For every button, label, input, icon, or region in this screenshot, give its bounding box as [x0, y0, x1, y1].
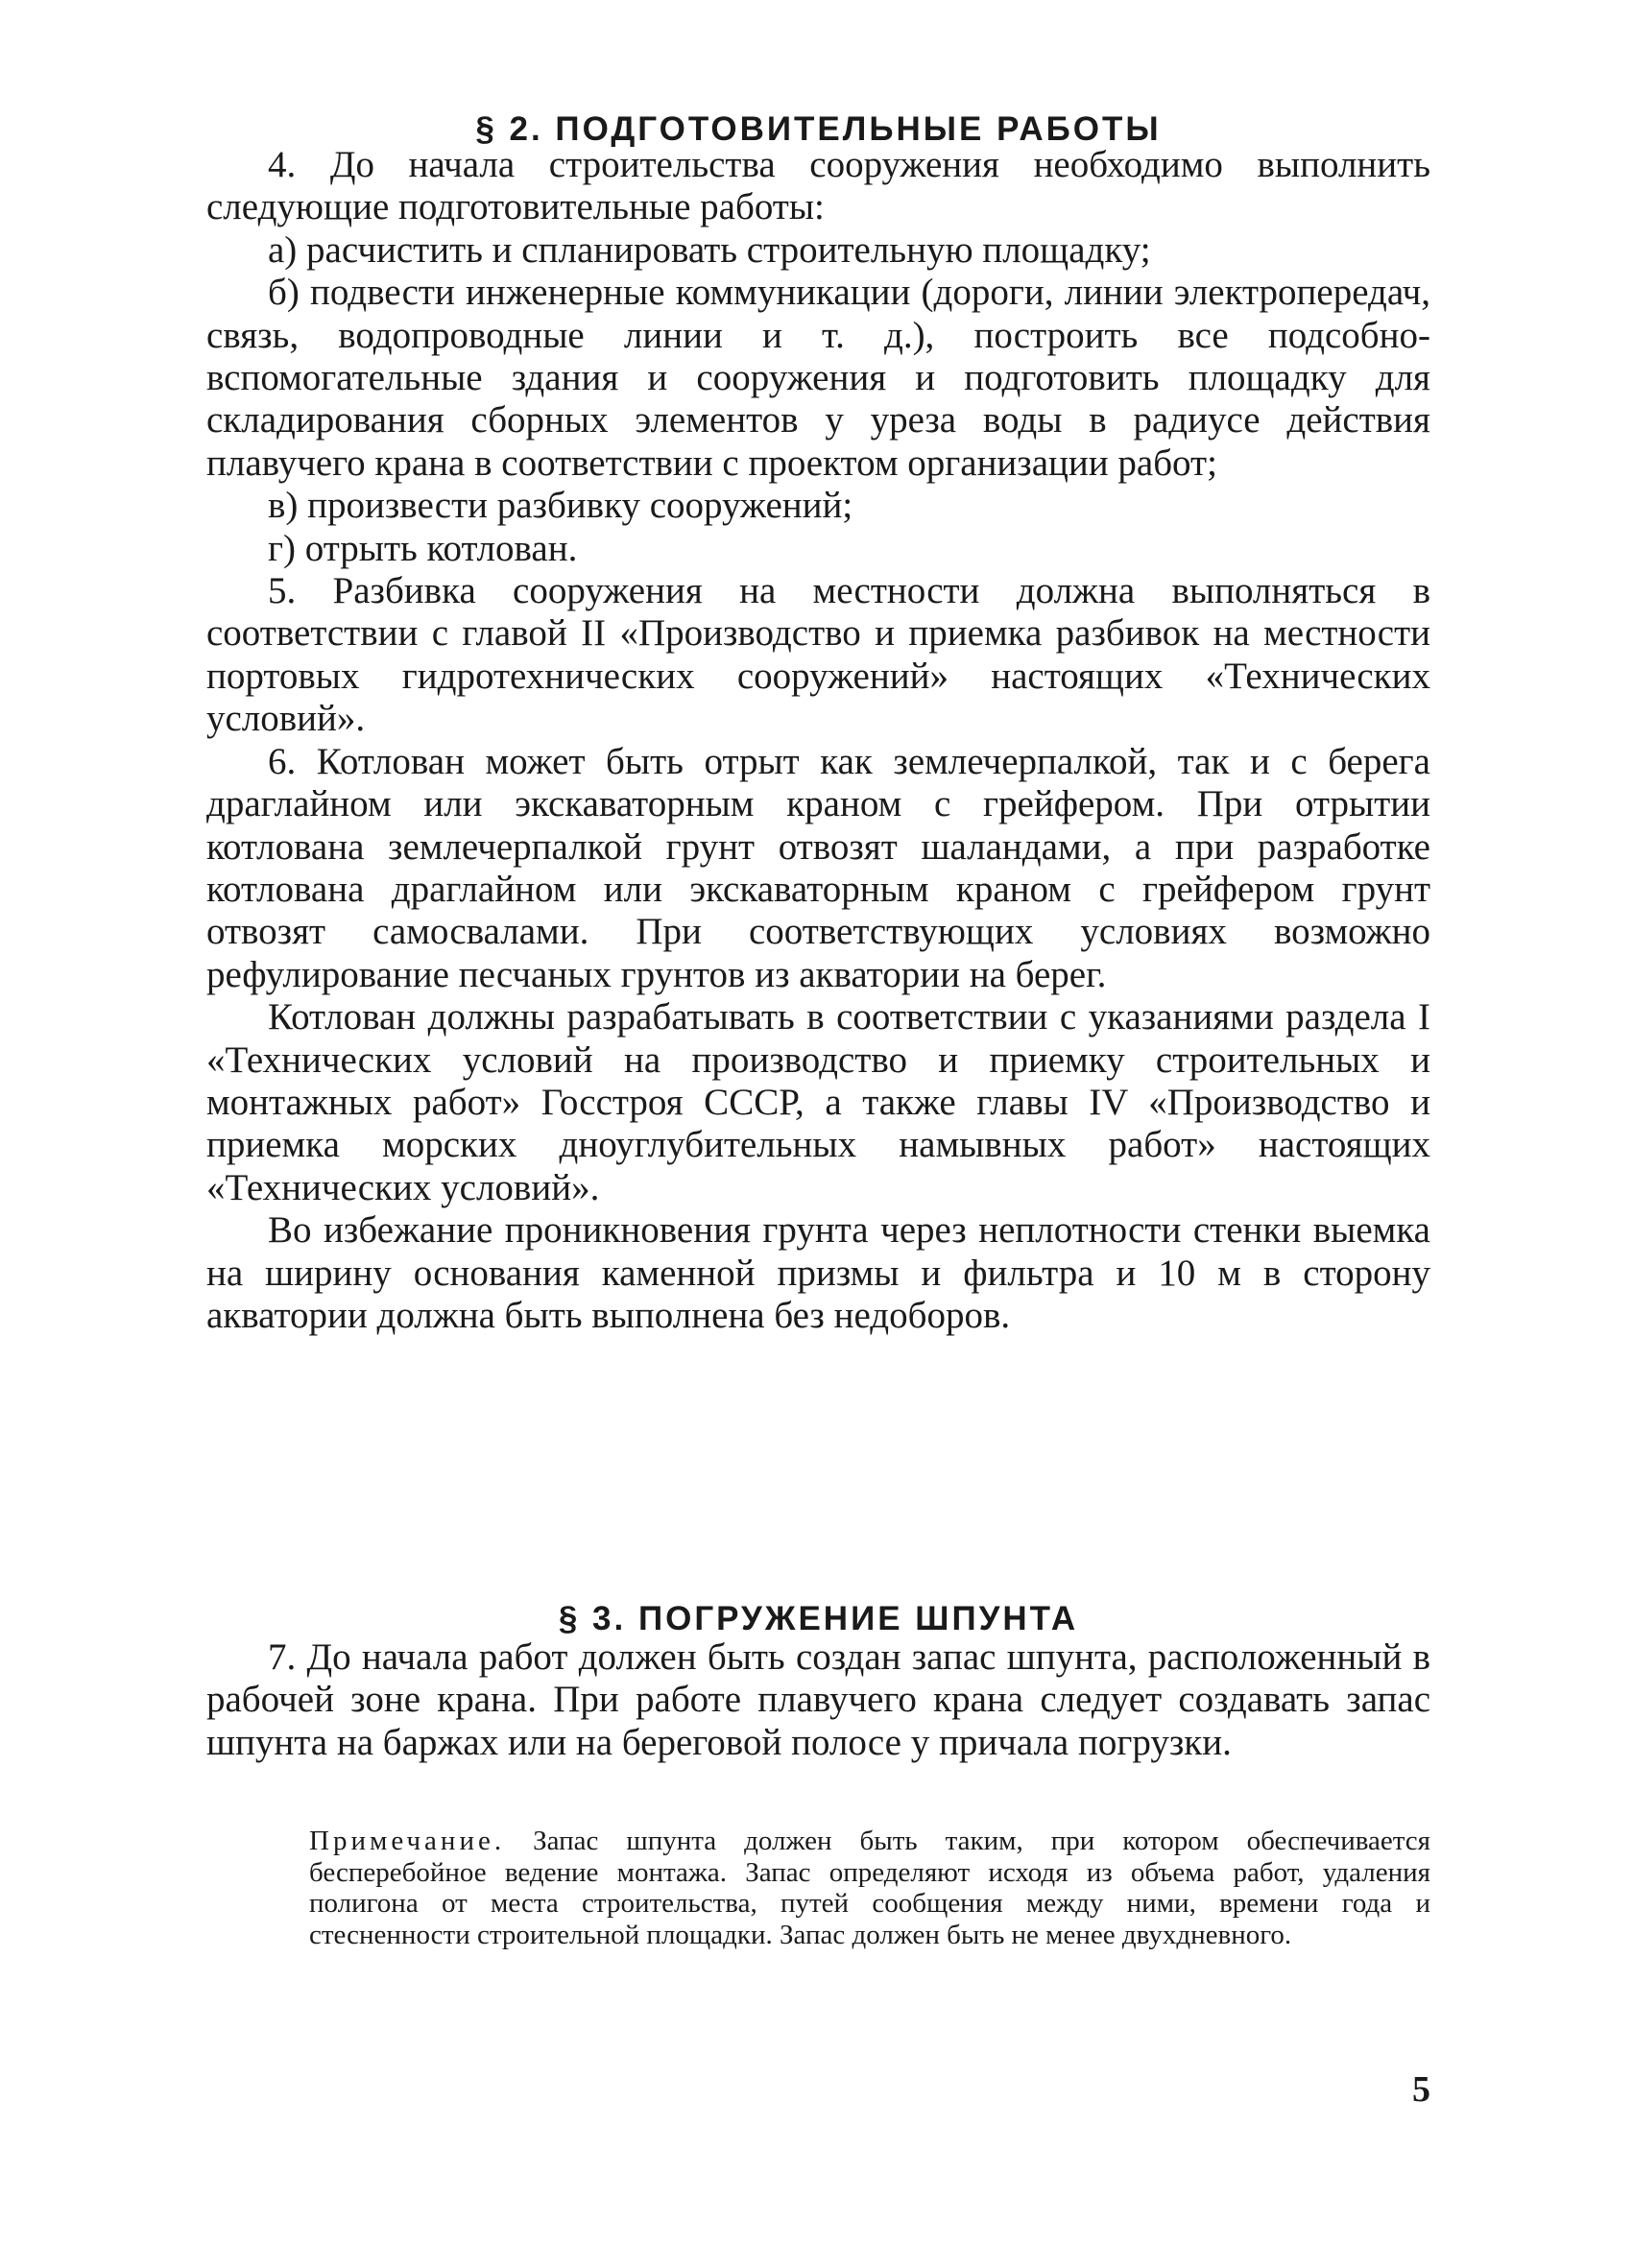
list-item-b: б) подвести инженерные коммуникации (дороги, линии электропередач, связь, водопроводные линии и т. д.), построить все подсобно-вспомогательные здания и сооружения и подготовить площадку для складирования сборных элементов у уреза воды в радиусе действия плавучего крана в соответствии с проектом организации работ;	[206, 272, 1430, 484]
paragraph-6: 6. Котлован может быть отрыт как землечерпалкой, так и с берега драглайном или экскаваторным краном с грейфером. При отрытии котлована землечерпалкой грунт отвозят шаландами, а при разработке котлована драглайном или экскаваторным краном с грейфером грунт отвозят самосвалами. При соответствующих условиях возможно рефулирование песчаных грунтов из акватории на берег.	[206, 740, 1430, 995]
paragraph-excavation: Котлован должны разрабатывать в соответствии с указаниями раздела I «Технических условий на производство и приемку строительных и монтажных работ» Госстроя СССР, а также главы IV «Производство и приемка морских дноуглубительных намывных работ» настоящих «Технических условий».	[206, 996, 1430, 1208]
page-number: 5	[1412, 2069, 1430, 2110]
paragraph-4: 4. До начала строительства сооружения необходимо выполнить следующие подготовительные работы:	[206, 144, 1430, 228]
section-2-body	[206, 144, 1430, 1337]
note-text: Запас шпунта должен быть таким, при котором обеспечивается бесперебойное ведение монтажа. Запас определяют исходя из объема работ, удаления полигона от места строительства, путей сообщения между ними, времени года и стесненности строительной площадки. Запас должен быть не менее двухдневного.	[309, 1826, 1430, 1950]
paragraph-7: 7. До начала работ должен быть создан запас шпунта, расположенный в рабочей зоне крана. При работе плавучего крана следует создавать запас шпунта на баржах или на береговой полосе у причала погрузки.	[206, 1636, 1430, 1763]
note-label: Примечание.	[309, 1826, 506, 1856]
section-3-heading: § 3. ПОГРУЖЕНИЕ ШПУНТА	[558, 1600, 1079, 1637]
note	[309, 1826, 1430, 1950]
list-item-v: в) произвести разбивку сооружений;	[268, 485, 853, 527]
paragraph-avoidance: Во избежание проникновения грунта через неплотности стенки выемка на ширину основания каменной призмы и фильтра и 10 м в сторону акватории должна быть выполнена без недоборов.	[206, 1209, 1430, 1336]
list-item-g: г) отрыть котлован.	[268, 527, 578, 569]
list-item-a: а) расчистить и спланировать строительную площадку;	[268, 228, 1151, 271]
section-2-heading: § 2. ПОДГОТОВИТЕЛЬНЫЕ РАБОТЫ	[475, 110, 1162, 148]
section-3-body	[206, 1636, 1430, 1764]
paragraph-5: 5. Разбивка сооружения на местности должна выполняться в соответствии с главой II «Производство и приемка разбивок на местности портовых гидротехнических сооружений» настоящих «Технических условий».	[206, 570, 1430, 740]
